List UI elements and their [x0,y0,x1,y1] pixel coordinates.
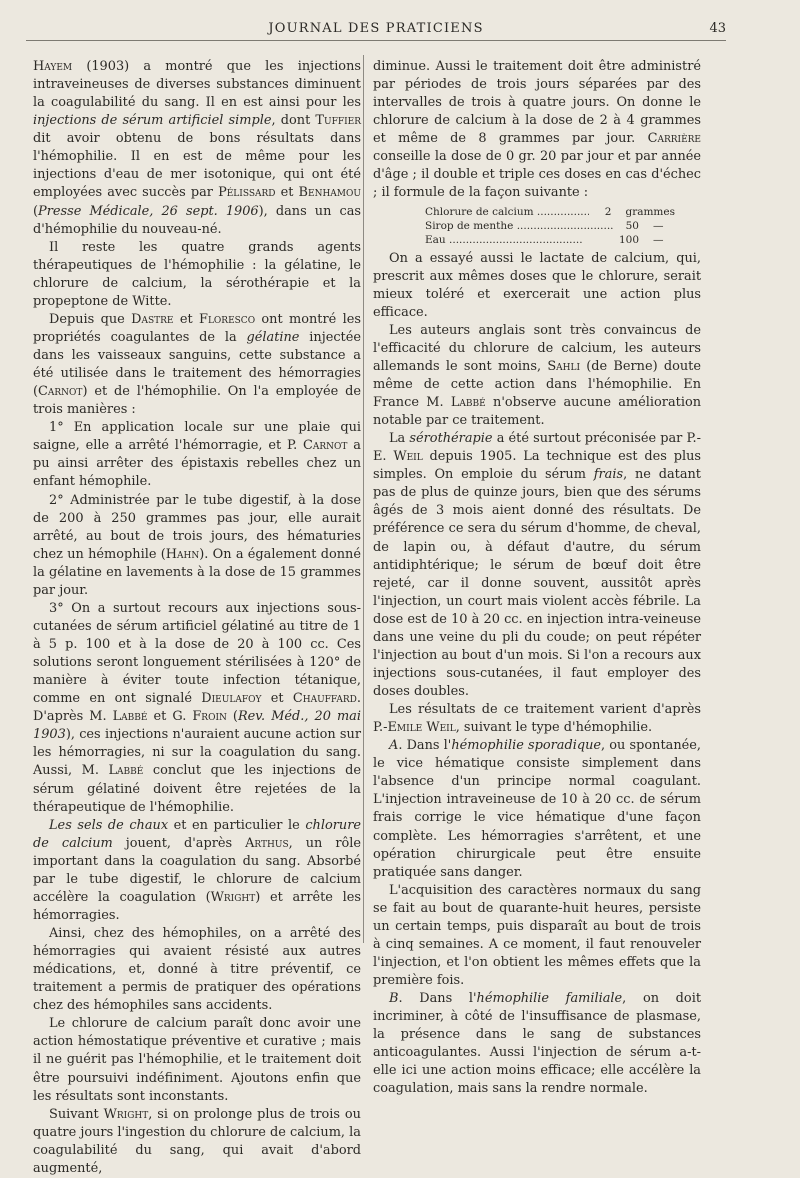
author-name: Carnot [303,438,348,454]
author-name: Hahn [165,546,200,562]
author-name: Emile Weil [387,720,456,736]
paragraph-four-agents: Il reste les quatre grands agents thérapeutiques de l'hémophilie : la gélatine, le chlorure de calcium, la sérothérapie et la propeptone de Witte. [33,239,361,309]
formula-row: Sirop de menthe ..... 50 — [425,219,675,233]
author-name: Wright [210,889,256,905]
paragraph-hemostatic-action: Le chlorure de calcium paraît donc avoir une action hémostatique préventive et curative ; mais il ne guérit pas l'hémophilie, et le traitement doit être poursuivi indéfiniment. Ajoutons enfin que les résultats sont inconstants. [33,1016,361,1104]
paragraph-sporadic: A. Dans l'hémophilie sporadique, ou spontanée, le vice hématique consiste simplement dans l'absence d'un principe normal coagulant. L'injection intraveineuse de 10 à 20 cc. de sérum frais corrige le vice hématique d'une façon complète. Les hémorragies s'arrêtent, et une opération chirurgicale peut être ensuite pratiquée sans danger. [373,738,701,880]
author-name: Benhamou [298,185,361,201]
author-name: Floresco [199,311,256,327]
paragraph-method-3: 3° On a surtout recours aux injections sous-cutanées de sérum artificiel gélatiné au titre de 1 à 5 p. 100 et à la dose de 20 à 100 cc. Ces solutions seront longuement stérilisées à 120° de manière à éviter toute infection tétanique, comme en ont signalé Dieulafoy et Chauffard. D'après M. Labbé et G. Froin (Rev. Méd., 20 mai 1903), ces injections n'auraient aucune action sur les hémorragies, ni sur la coagulation du sang. Aussi, M. Labbé conclut que les injections de sérum gélatiné doivent être rejetées de la thérapeutique de l'hémophilie. [33,600,361,815]
formula-row: Eau ..... 100 — [425,233,675,247]
paragraph-results: Les résultats de ce traitement varient d'après P.-Emile Weil, suivant le type d'hémophilie. [373,702,701,736]
paragraph-familial: B. Dans l'hémophilie familiale, on doit incriminer, à côté de l'insuffisance de plasmase, la présence dans le sang de substances anticoagulantes. Aussi l'injection de sérum a-t-elle ici une action moins efficace; elle accélère la coagulation, mais sans la rendre normale. [373,991,701,1097]
paragraph-hemophiles: Ainsi, chez des hémophiles, on a arrêté des hémorragies qui avaient résisté aux autres médications, et, donné à titre préventif, ce traitement a permis de pratiquer des opérations chez des hémophiles sans accidents. [33,926,361,1014]
author-name: Labbé [108,763,144,779]
page-number: 43 [709,21,726,36]
paragraph-method-2: 2° Administrée par le tube digestif, à la dose de 200 à 250 grammes pas jour, elle aurait arrêté, au bout de trois jours, des hématuries chez un hémophile (Hahn). On a également donné la gélatine en lavements à la dose de 15 grammes par jour. [33,492,361,598]
column-divider [363,55,364,943]
author-name: Dastre [131,311,174,327]
paragraph-method-1: 1° En application locale sur une plaie qui saigne, elle a arrêté l'hémorragie, et P. Carnot a pu ainsi arrêter des épistaxis rebelles chez un enfant hémophile. [33,420,361,490]
author-name: Pélissard [218,185,276,201]
author-name: Carrière [647,131,701,147]
author-name: Froin [192,709,227,725]
paragraph-dosage: diminue. Aussi le traitement doit être administré par périodes de trois jours séparées par des intervalles de trois à quatre jours. On donne le chlorure de calcium à la dose de 2 à 4 grammes et même de 8 grammes par jour. Carrière conseille la dose de 0 gr. 20 par jour et par année d'âge ; il double et triple ces doses en cas d'échec ; il formule de la façon suivante : [373,59,701,201]
paragraph-calcium-salts: Les sels de chaux et en particulier le chlorure de calcium jouent, d'après Arthus, un rôle important dans la coagulation du sang. Absorbé par le tube digestif, le chlorure de calcium accélère la coagulation (Wright) et arrête les hémorragies. [33,817,361,923]
paragraph-lactate: On a essayé aussi le lactate de calcium, qui, prescrit aux mêmes doses que le chlorure, serait mieux toléré et exercerait une action plus efficace. [373,250,701,320]
author-name: Chauffard [292,691,357,707]
author-name: Labbé [112,709,148,725]
author-name: Labbé [450,395,486,410]
citation: Presse Médicale, 26 sept. 1906 [38,203,259,219]
left-column [33,58,361,1178]
author-name: Tuffier [315,113,361,129]
formula-row: Chlorure de calcium ..... 2 grammes [425,205,675,219]
author-name: Weil [393,449,423,465]
author-name: Hayem [33,59,73,74]
paragraph-normal-characters: L'acquisition des caractères normaux du sang se fait au bout de quarante-huit heures, persiste un certain temps, puis disparaît au bout de trois à cinq semaines. A ce moment, il faut renouveler l'injection, et l'on obtient les mêmes effets que la première fois. [373,882,701,988]
paragraph-hayem: Hayem (1903) a montré que les injections intraveineuses de diverses substances diminuent la coagulabilité du sang. Il en est ainsi pour les injections de sérum artificiel simple, dont Tuffier dit avoir obtenu de bons résultats dans l'hémophilie. Il en est de même pour les injections d'eau de mer isotonique, qui ont été employées avec succès par Pélissard et Benhamou (Presse Médicale, 26 sept. 1906), dans un cas d'hémophilie du nouveau-né. [33,59,361,237]
right-column [373,58,701,1098]
prescription-formula [425,205,675,247]
running-title: JOURNAL DES PRATICIENS [268,21,484,36]
author-name: Dieulafoy [201,691,262,707]
paragraph-gelatine: Depuis que Dastre et Floresco ont montré les propriétés coagulantes de la gélatine injectée dans les vaisseaux sanguins, cette substance a été utilisée dans le traitement des hémorragies (Carnot) et de l'hémophilie. On l'a employée de trois manières : [33,311,361,418]
author-name: Sahli [547,358,581,374]
author-name: Carnot [38,384,83,400]
paragraph-serotherapy: La sérothérapie a été surtout préconisée par P.-E. Weil depuis 1905. La technique est des plus simples. On emploie du sérum frais, ne datant pas de plus de quinze jours, bien que des sérums âgés de 3 mois aient donné des résultats. De préférence ce sera du sérum d'homme, de cheval, de lapin ou, à défaut d'autre, du sérum antidiphtérique; le sérum de bœuf doit être rejeté, car il donne souvent, aussitôt après l'injection, un court mais violent accès fébrile. La dose est de 10 à 20 cc. en injection intra-veineuse dans une veine du pli du coude; on peut répéter l'injection au bout d'un mois. Si l'on a recours aux injections sous-cutanées, il faut employer des doses doubles. [373,431,701,699]
paragraph-wright: Suivant Wright, si on prolonge plus de trois ou quatre jours l'ingestion du chlorure de calcium, la coagulabilité du sang, qui avait d'abord augmenté, [33,1106,361,1176]
paragraph-english-authors: Les auteurs anglais sont très convaincus de l'efficacité du chlorure de calcium, les auteurs allemands le sont moins, Sahli (de Berne) doute même de cette action dans l'hémophilie. En France M. Labbé n'observe aucune amélioration notable par ce traitement. [373,322,702,429]
author-name: Wright [103,1106,149,1122]
citation: Rev. Méd., 20 mai 1903 [33,709,361,743]
page-header [26,18,726,41]
author-name: Arthus [245,835,289,851]
